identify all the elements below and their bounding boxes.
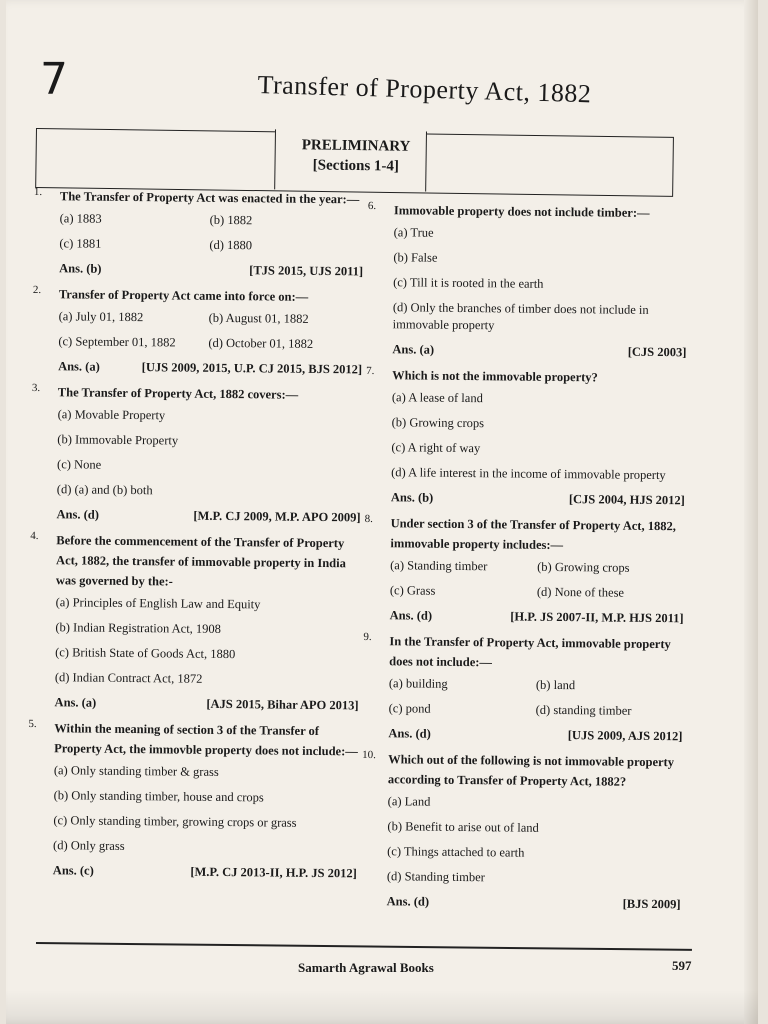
section-heading: [286, 135, 427, 177]
option: (a) 1883: [59, 211, 102, 226]
exam-reference: [M.P. CJ 2009, M.P. APO 2009]: [193, 508, 361, 525]
option-row: [392, 410, 686, 438]
option: (c) September 01, 1882: [58, 334, 176, 350]
question-number: 4.: [30, 529, 39, 543]
option: (d) Indian Contract Act, 1872: [54, 670, 203, 686]
option: (b) land: [535, 677, 576, 693]
option-row: [390, 553, 684, 581]
answer: Ans. (b): [59, 261, 102, 276]
question-number: 5.: [28, 717, 37, 731]
question-number: 9.: [363, 630, 372, 644]
option: (c) Things attached to earth: [387, 844, 525, 860]
option-row: [388, 789, 682, 817]
question-text: Which is not the immovable property?: [392, 368, 598, 385]
question-item: [28, 530, 360, 715]
option-row: [58, 329, 362, 357]
footer-publisher: Samarth Agrawal Books: [298, 960, 434, 975]
exam-reference: [AJS 2015, Bihar APO 2013]: [206, 696, 359, 713]
option-row: [57, 452, 361, 480]
question-item: [364, 513, 685, 628]
question-item: [27, 718, 359, 883]
exam-reference: [TJS 2015, UJS 2011]: [249, 263, 364, 279]
question-options: [53, 758, 358, 861]
answer: Ans. (c): [52, 863, 94, 878]
option: (c) Grass: [389, 583, 436, 598]
book-page: [6, 0, 758, 1024]
option-row: [57, 477, 361, 505]
exam-reference: [BJS 2009]: [622, 896, 681, 912]
answer: Ans. (d): [386, 894, 430, 909]
option: (c) Only standing timber, growing crops or grass: [53, 813, 297, 830]
option: (d) (a) and (b) both: [56, 482, 153, 498]
option-row: [389, 671, 683, 699]
answer-row: [54, 692, 358, 715]
answer: Ans. (b): [390, 490, 434, 505]
option-row: [55, 640, 359, 668]
chapter-number: 7: [40, 54, 68, 105]
chapter-title: Transfer of Property Act, 1882: [257, 70, 592, 109]
option: (a) Movable Property: [57, 407, 166, 423]
option-row: [54, 758, 358, 786]
option-row: [55, 615, 359, 643]
question-number: 8.: [364, 512, 373, 526]
option: (b) Only standing timber, house and crops: [53, 788, 264, 805]
option: (a) Only standing timber & grass: [53, 763, 219, 779]
section-title: PRELIMINARY: [301, 137, 411, 155]
option-row: [57, 402, 361, 430]
answer-row: [388, 723, 682, 746]
page-number: 597: [672, 958, 692, 973]
answer-row: [391, 487, 685, 510]
option-row: [390, 578, 684, 606]
answer-row: [387, 891, 681, 914]
option: (a) building: [388, 676, 448, 691]
option-row: [393, 245, 687, 273]
answer-row: [59, 258, 363, 281]
question-text: Immovable property does not include timber:—: [393, 203, 650, 220]
question-item: [366, 200, 688, 362]
question-item: [361, 749, 683, 914]
option: (a) July 01, 1882: [58, 309, 144, 325]
option: (b) 1882: [209, 212, 253, 228]
question-item: [30, 382, 361, 527]
question-text: In the Transfer of Property Act, immovable property does not include:—: [389, 634, 671, 670]
option-row: [393, 295, 687, 340]
option: (d) Only grass: [53, 838, 125, 853]
question-text: Transfer of Property Act came into force on:—: [58, 287, 309, 304]
option: (b) Immovable Property: [57, 432, 179, 448]
option-row: [53, 783, 357, 811]
option: (b) August 01, 1882: [208, 310, 309, 326]
question-options: [57, 402, 362, 505]
question-item: [32, 284, 363, 379]
option: (a) Principles of English Law and Equity: [55, 595, 261, 612]
question-options: [58, 304, 363, 357]
option-row: [387, 864, 681, 892]
question-options: [390, 553, 685, 606]
question-number: 1.: [33, 186, 43, 199]
question-options: [387, 789, 682, 892]
option: (b) Indian Registration Act, 1908: [55, 620, 222, 636]
exam-reference: [UJS 2009, 2015, U.P. CJ 2015, BJS 2012]: [141, 360, 363, 377]
question-options: [59, 206, 364, 259]
option: (b) Benefit to arise out of land: [387, 819, 539, 835]
option-row: [60, 206, 364, 234]
question-text: The Transfer of Property Act, 1882 covers:—: [57, 385, 299, 402]
answer-row: [390, 605, 684, 628]
question-options: [391, 385, 686, 488]
answer: Ans. (d): [389, 608, 433, 623]
answer: Ans. (a): [54, 695, 97, 710]
option-row: [392, 385, 686, 413]
option-row: [389, 696, 683, 724]
question-text: Which out of the following is not immovable property according to Transfer of Property Act, 1882?: [387, 752, 675, 789]
question-number: 3.: [31, 381, 41, 395]
question-text: The Transfer of Property Act was enacted in the year:—: [59, 189, 360, 207]
question-text: Within the meaning of section 3 of the Transfer of Property Act, the immovble property does not include:—: [54, 721, 358, 759]
option-row: [59, 304, 363, 332]
question-number: 10.: [362, 748, 377, 762]
option: (c) A right of way: [391, 440, 481, 456]
option-row: [391, 435, 685, 463]
option-row: [391, 460, 685, 488]
exam-reference: [UJS 2009, AJS 2012]: [567, 728, 683, 744]
answer-row: [58, 356, 362, 379]
question-text: Before the commencement of the Transfer of Property Act, 1882, the transfer of immovable property in India was governed by the:-: [55, 533, 346, 589]
option-row: [57, 427, 361, 455]
question-item: [33, 186, 364, 281]
answer-row: [56, 504, 360, 527]
question-text: Under section 3 of the Transfer of Property Act, 1882, immovable property includes:—: [390, 516, 676, 553]
question-number: 7.: [366, 364, 375, 378]
option: (d) October 01, 1882: [208, 335, 314, 351]
option: (d) 1880: [209, 237, 253, 253]
question-options: [55, 590, 360, 693]
option: (b) False: [393, 250, 438, 265]
option-row: [393, 270, 687, 298]
question-number: 6.: [367, 200, 377, 213]
option: (c) pond: [388, 701, 431, 716]
option: (c) 1881: [59, 236, 102, 251]
questions-left-column: [27, 186, 364, 889]
answer: Ans. (a): [392, 342, 435, 357]
option: (b) Growing crops: [537, 559, 630, 575]
question-options: [389, 671, 684, 724]
answer-row: [392, 339, 686, 362]
answer: Ans. (d): [56, 507, 100, 522]
option-row: [55, 665, 359, 693]
option-row: [59, 231, 363, 259]
option: (d) None of these: [536, 584, 625, 600]
option-row: [56, 590, 360, 618]
questions-right-column: [360, 200, 687, 920]
option: (c) British State of Goods Act, 1880: [55, 645, 236, 662]
option: (a) True: [393, 225, 434, 240]
question-options: [393, 220, 688, 340]
page-bottom-shadow: [6, 990, 758, 1024]
option-row: [387, 814, 681, 842]
answer: Ans. (d): [388, 726, 431, 741]
option: (a) Land: [387, 794, 431, 809]
answer-row: [53, 860, 357, 883]
answer: Ans. (a): [58, 359, 100, 374]
option-row: [394, 220, 688, 248]
option: (d) A life interest in the income of immovable property: [391, 465, 666, 483]
exam-reference: [CJS 2004, HJS 2012]: [568, 492, 685, 508]
option: (a) Standing timber: [390, 558, 488, 574]
option: (d) Only the branches of timber does not include in immovable property: [392, 300, 649, 333]
option: (a) A lease of land: [391, 390, 483, 406]
option: (d) standing timber: [535, 702, 632, 718]
option: (b) Growing crops: [391, 415, 485, 431]
exam-reference: [M.P. CJ 2013-II, H.P. JS 2012]: [190, 864, 357, 881]
section-subtitle: [Sections 1-4]: [312, 157, 400, 175]
page-spine-shadow: [744, 0, 758, 1024]
option-row: [387, 839, 681, 867]
option: (d) Standing timber: [386, 869, 485, 885]
exam-reference: [H.P. JS 2007-II, M.P. HJS 2011]: [510, 609, 684, 626]
footer-rule: [36, 942, 692, 951]
option-row: [53, 808, 357, 836]
question-number: 2.: [32, 283, 42, 297]
option-row: [53, 833, 357, 861]
option: (c) Till it is rooted in the earth: [393, 275, 544, 291]
question-item: [365, 365, 686, 510]
question-item: [362, 631, 683, 746]
option: (c) None: [57, 457, 102, 472]
exam-reference: [CJS 2003]: [627, 344, 687, 360]
